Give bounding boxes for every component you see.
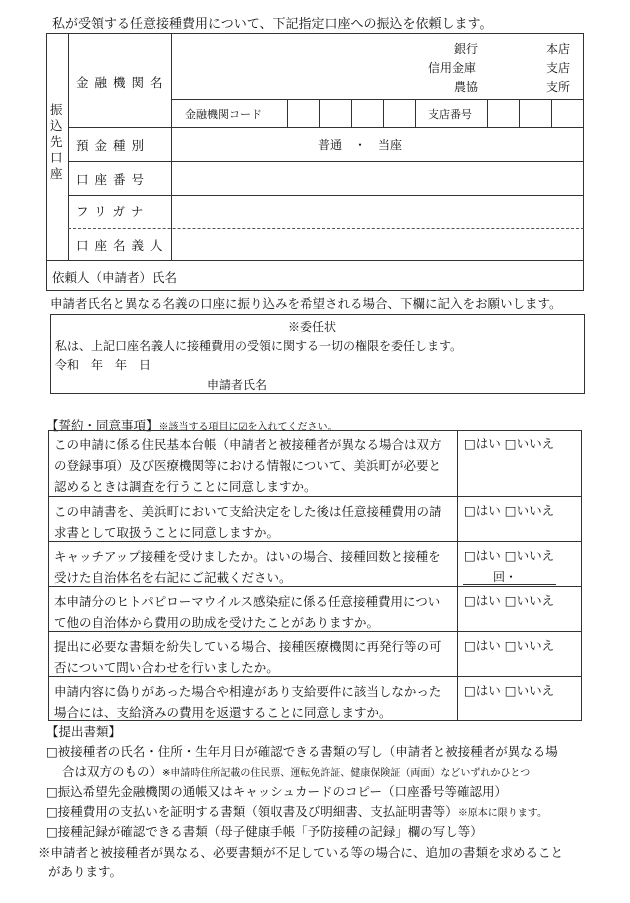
consent-row-5: [48, 632, 582, 677]
branch-type-1: 本店: [546, 42, 571, 56]
account-no-label: 口座番号: [76, 172, 151, 187]
furigana-label: フリガナ: [76, 204, 150, 219]
consent-row-2: [48, 497, 582, 542]
delegation-text: 私は、上記口座名義人に接種費用の受領に関する一切の権限を委任します。: [55, 339, 463, 353]
consent-question: キャッチアップ接種を受けましたか。はいの場合、接種回数と接種を受けた自治体名を右記にご記載ください。: [54, 549, 441, 585]
account-holder-label: 口座名義人: [76, 238, 169, 253]
bank-name-label: 金融機関名: [76, 75, 169, 90]
bank-type-3: 農協: [454, 80, 479, 94]
catchup-count-field[interactable]: 回・: [463, 566, 556, 585]
consent-row-6: [48, 677, 582, 721]
deposit-type-options[interactable]: 普通 ・ 当座: [318, 138, 403, 152]
deposit-type-label: 預金種別: [76, 138, 151, 153]
documents-footer-2: があります。: [48, 864, 123, 879]
bank-type-2: 信用金庫: [428, 61, 477, 75]
doc-item-4[interactable]: □接種記録が確認できる書類（母子健康手帳「予防接種の記録」欄の写し等）: [46, 824, 483, 839]
documents-footer-1: ※申請者と被接種者が異なる、必要書類が不足している等の場合に、追加の書類を求めること: [38, 845, 564, 860]
intro-text: 私が受領する任意接種費用について、下記指定口座への振込を依頼します。: [52, 17, 493, 32]
consent-question: 申請内容に偽りがあった場合や相違があり支給要件に該当しなかった場合には、支給済みの費用を返還することに同意しますか。: [54, 684, 442, 720]
branch-no-label: 支店番号: [428, 108, 472, 121]
bank-code-label: 金融機関コード: [185, 108, 262, 121]
yes-no-checkboxes[interactable]: □はい □いいえ: [464, 683, 555, 698]
requester-name-label: 依頼人（申請者）氏名: [52, 270, 178, 285]
yes-no-checkboxes[interactable]: □はい □いいえ: [464, 593, 555, 608]
documents-heading: 【提出書類】: [46, 724, 122, 739]
yes-no-checkboxes[interactable]: □はい □いいえ: [464, 638, 555, 653]
consent-question: 本申請分のヒトパピローマウイルス感染症に係る任意接種費用について他の自治体から費用の助成を受けたことがありますか。: [54, 594, 441, 630]
note-text: 申請者氏名と異なる名義の口座に振り込みを希望される場合、下欄に記入をお願いします。: [50, 296, 562, 311]
consent-row-1: [48, 430, 582, 497]
branch-type-2: 支店: [546, 61, 571, 75]
yes-no-checkboxes[interactable]: □はい □いいえ: [464, 548, 555, 563]
delegation-date: 令和 年 年 日: [55, 358, 152, 372]
section-label-vertical: 振 込 先 口 座: [50, 102, 63, 181]
consent-question: 提出に必要な書類を紛失している場合、接種医療機関に再発行等の可否について問い合わせを行いましたか。: [54, 639, 442, 675]
branch-type-3: 支所: [546, 80, 571, 94]
delegation-name-label: 申請者氏名: [207, 378, 268, 392]
doc-item-1[interactable]: □被接種者の氏名・住所・生年月日が確認できる書類の写し（申請者と被接種者が異なる場: [46, 744, 558, 759]
consent-question: この申請に係る住民基本台帳（申請者と被接種者が異なる場合は双方の登録事項）及び医療機関等における情報について、美浜町が必要と認めるときは調査を行うことに同意しますか。: [54, 437, 442, 494]
yes-no-checkboxes[interactable]: □はい □いいえ: [464, 436, 555, 451]
bank-type-1: 銀行: [454, 42, 479, 56]
consent-row-3: [48, 542, 582, 587]
yes-no-checkboxes[interactable]: □はい □いいえ: [464, 503, 555, 518]
doc-item-3[interactable]: □接種費用の支払いを証明する書類（領収書及び明細書、支払証明書等）※原本に限ります。: [46, 804, 548, 819]
consent-heading: 【誓約・同意事項】※該当する項目に☑を入れてください。: [46, 418, 338, 433]
delegation-title: ※委任状: [288, 320, 337, 334]
doc-item-2[interactable]: □振込希望先金融機関の通帳又はキャッシュカードのコピー（口座番号等確認用）: [46, 784, 508, 799]
doc-item-1-cont: 合は双方のもの）※申請時住所記載の住民票、運転免許証、健康保険証（両面）などいずれかひとつ: [62, 764, 531, 779]
consent-question: この申請書を、美浜町において支給決定をした後は任意接種費用の請求書として取扱うことに同意しますか。: [54, 504, 442, 540]
consent-row-4: [48, 587, 582, 632]
